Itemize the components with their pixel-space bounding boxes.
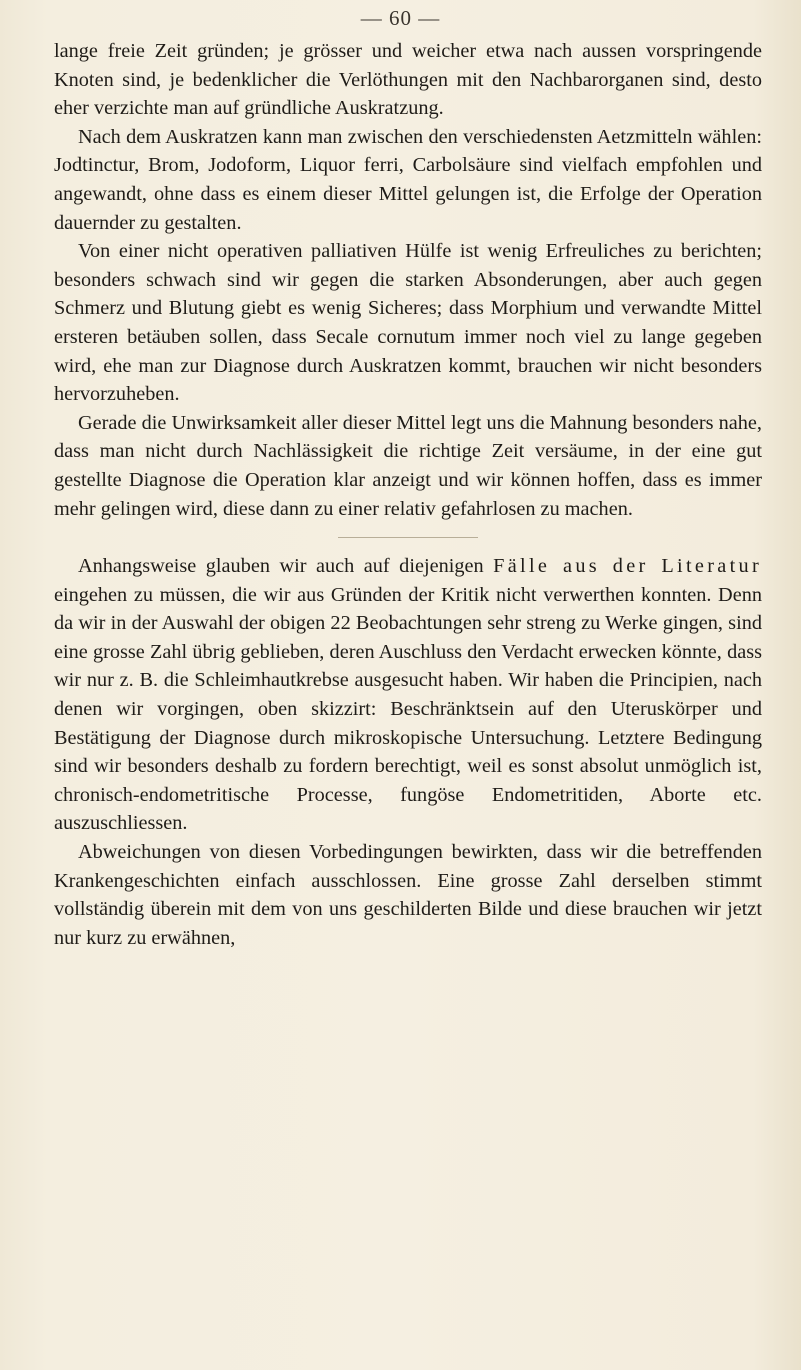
- paragraph-6: Abweichungen von diesen Vorbedingungen bewirkten, dass wir die betreffenden Krankengeschichten einfach ausschlossen. Eine grosse Zahl derselben stimmt vollständig überein mit dem von uns geschilderten Bilde und diese brauchen wir jetzt nur kurz zu erwähnen,: [54, 841, 762, 949]
- paragraph-5-rest: eingehen zu müssen, die wir aus Gründen der Kritik nicht verwerthen konnten. Denn da wir in der Auswahl der obigen 22 Beobachtungen sehr streng zu Werke gingen, sind eine grosse Zahl übrig geblieben, deren Auschluss den Verdacht erwecken könnte, dass wir nur z. B. die Schleimhautkrebse ausgesucht haben. Wir haben die Principien, nach denen wir vorgingen, oben skizzirt: Beschränktsein auf den Uteruskörper und Bestätigung der Diagnose durch mikroskopische Untersuchung. Letztere Bedingung sind wir besonders deshalb zu fordern berechtigt, weil es sonst absolut unmöglich ist, chronisch-endometritische Processe, fungöse Endometritiden, Aborte etc. auszuschliessen.: [54, 583, 762, 835]
- body-text: [54, 37, 762, 952]
- paragraph-1: lange freie Zeit gründen; je grösser und weicher etwa nach aussen vorspringende Knoten sind, je bedenklicher die Verlöthungen mit den Nachbarorganen sind, desto eher verzichte man auf gründliche Auskratzung.: [54, 40, 762, 120]
- paragraph-5-start: Anhangsweise glauben wir auch auf diejenigen: [78, 555, 484, 578]
- paragraph-5: [54, 552, 762, 838]
- paragraph-2: Nach dem Auskratzen kann man zwischen den verschiedensten Aetzmitteln wählen: Jodtinctur, Brom, Jodoform, Liquor ferri, Carbolsäure sind vielfach empfohlen und angewandt, ohne dass es einem dieser Mittel gelungen ist, die Erfolge der Operation dauernder zu gestalten.: [54, 125, 762, 234]
- paragraph-4: Gerade die Unwirksamkeit aller dieser Mittel legt uns die Mahnung besonders nahe, dass man nicht durch Nachlässigkeit die richtige Zeit versäume, in der eine gut gestellte Diagnose die Operation klar anzeigt und wir können hoffen, dass es immer mehr gelingen wird, diese dann zu einer relativ gefahrlosen zu machen.: [54, 411, 762, 520]
- spaced-emphasis: Fälle aus der Literatur: [493, 555, 762, 578]
- page-number: — 60 —: [360, 6, 441, 30]
- paragraph-3: Von einer nicht operativen palliativen Hülfe ist wenig Erfreuliches zu berichten; besonders schwach sind wir gegen die starken Absonderungen, aber auch gegen Schmerz und Blutung giebt es wenig Sicheres; dass Morphium und verwandte Mittel ersteren betäuben sollen, dass Secale cornutum immer noch viel zu lange gegeben wird, ehe man zur Diagnose durch Auskratzen kommt, brauchen wir nicht besonders hervorzuheben.: [54, 240, 762, 406]
- section-separator: [338, 537, 478, 538]
